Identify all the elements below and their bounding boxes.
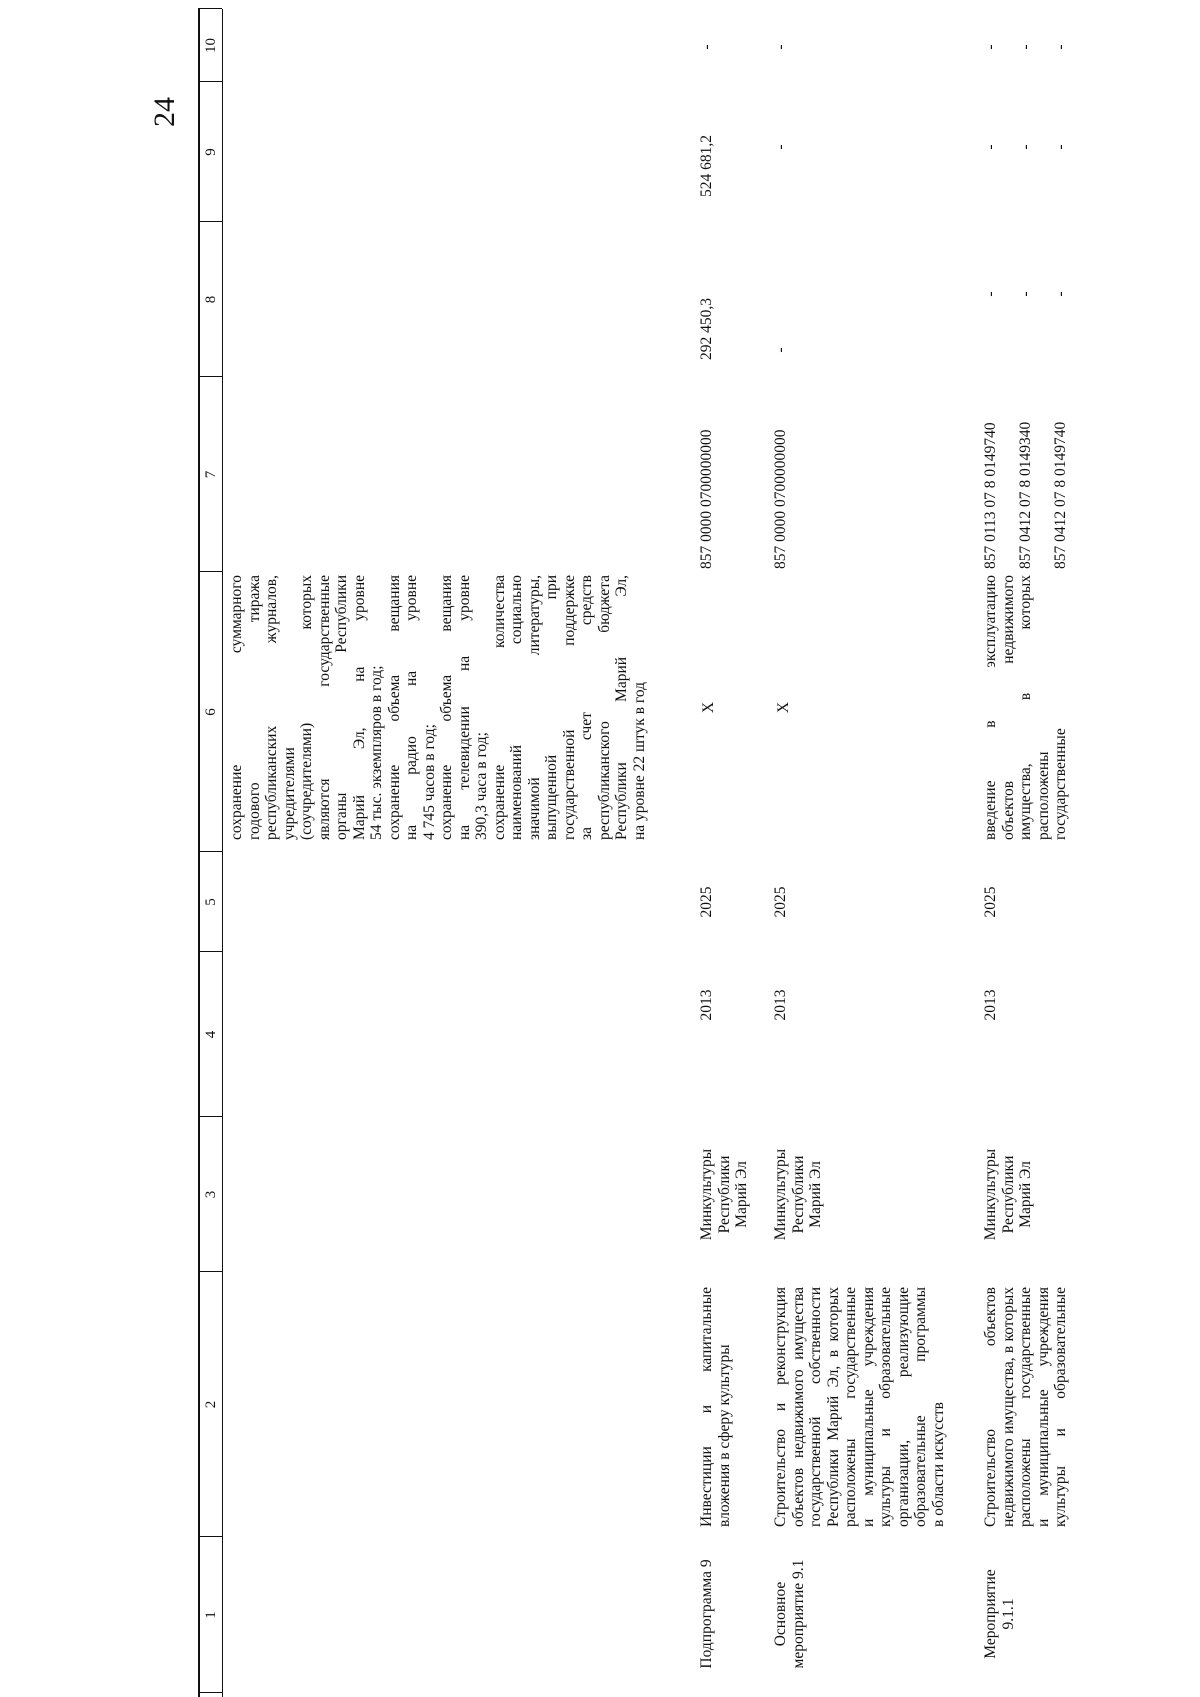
text-line: Республики (999, 1155, 1017, 1234)
column-number-10: 10 (203, 38, 219, 53)
text-line: 4 745 часов в год; (420, 724, 438, 840)
text-line: 857 0000 0700000000 (772, 429, 789, 569)
text-line: Подпрограмма 9 (698, 1559, 715, 1669)
text-line: расположены государственные (1017, 1287, 1034, 1527)
funding-value: - (1052, 291, 1069, 297)
text-line: Республики (789, 1155, 807, 1234)
text-line: объектов недвижимого (999, 575, 1017, 840)
column-number-3: 3 (203, 1190, 219, 1199)
text-line: Минкультуры (982, 1148, 999, 1241)
text-line: Строительство и реконструкция (772, 1287, 789, 1527)
text-line: на уровне 22 штук в год (630, 681, 648, 840)
text-line: Строительство объектов (982, 1287, 999, 1527)
text-line: на телевидении на уровне (455, 575, 473, 840)
text-line: мероприятие 9.1 (789, 1559, 807, 1669)
expected-result (982, 575, 1070, 840)
goal-indicators-text (228, 575, 648, 840)
responsible-executor (772, 1137, 825, 1252)
responsible-executor (982, 1137, 1035, 1252)
text-line: 9.1.1 (999, 1598, 1017, 1630)
text-line: и муниципальные учреждения (859, 1287, 877, 1527)
column-number-9: 9 (203, 148, 219, 156)
funding-value: - (698, 44, 715, 50)
text-line: объектов недвижимого имущества (789, 1287, 807, 1527)
text-line: государственной поддержке (560, 575, 578, 840)
funding-value: - (982, 291, 999, 297)
funding-value: - (982, 44, 999, 50)
text-line: Минкультуры (698, 1148, 715, 1241)
funding-value: - (1017, 144, 1034, 150)
column-number-8: 8 (203, 295, 219, 304)
column-number-6: 6 (203, 708, 219, 716)
text-line: являются государственные (315, 575, 333, 840)
text-line: республиканского бюджета (595, 575, 613, 840)
funding-value: 292 450,3 (698, 298, 715, 360)
text-line: органы Республики (333, 575, 350, 840)
funding-value: - (772, 44, 789, 50)
text-line: республиканских журналов, (263, 575, 280, 840)
column-number-2: 2 (203, 1400, 219, 1409)
text-line: выпущенной при (543, 575, 560, 840)
text-line: в области искусств (929, 1402, 947, 1527)
text-line: государственные (1052, 728, 1069, 840)
text-line: Марий Эл (733, 1161, 750, 1228)
text-line: Мероприятие (982, 1569, 999, 1659)
text-line: 54 тыс. экземпляров в год; (368, 665, 385, 840)
end-year: 2025 (982, 886, 999, 918)
start-year: 2013 (982, 989, 999, 1021)
text-line: Минкультуры (772, 1148, 789, 1241)
column-number-7: 7 (203, 470, 219, 479)
funding-values (982, 284, 1070, 304)
x-mark: X (775, 701, 792, 714)
text-line: учредителями (280, 747, 298, 840)
text-line: 857 0412 07 8 0149340 (1017, 421, 1034, 569)
text-line: сохранение объема вещания (438, 575, 455, 840)
text-line: 857 0412 07 8 0149740 (1052, 421, 1069, 569)
text-line: 390,3 часа в год; (473, 732, 490, 840)
text-line: недвижимого имущества, в которых (999, 1287, 1017, 1527)
text-line: вложения в сферу культуры (715, 1344, 733, 1527)
funding-value: - (1017, 291, 1034, 297)
text-line: наименований социально (508, 575, 525, 840)
budget-classification-code (982, 384, 1070, 569)
funding-values (982, 137, 1070, 157)
text-line: и муниципальные учреждения (1034, 1287, 1052, 1527)
page-number: 24 (148, 97, 181, 127)
text-line: значимой литературы, (525, 575, 543, 840)
expected-result (700, 575, 718, 840)
text-line: расположены (1034, 751, 1052, 840)
budget-classification-code (698, 384, 716, 569)
text-line: культуры и образовательные (877, 1287, 894, 1527)
text-line: 857 0000 0700000000 (698, 429, 715, 569)
end-year: 2025 (698, 886, 715, 918)
text-line: (соучредителями) которых (298, 575, 315, 840)
row-title (982, 1287, 1070, 1527)
funding-value: - (1052, 44, 1069, 50)
text-line: сохранение объема вещания (385, 575, 403, 840)
text-line: организации, реализующие (894, 1287, 912, 1527)
end-year: 2025 (772, 886, 789, 918)
text-line: введение в эксплуатацию (982, 575, 999, 840)
x-mark: X (700, 701, 717, 714)
text-line: сохранение суммарного (228, 575, 245, 840)
text-line: за счет средств (578, 575, 595, 840)
funding-value: - (1052, 144, 1069, 150)
funding-value: - (772, 347, 789, 353)
text-line: государственной собственности (807, 1287, 824, 1527)
funding-values (982, 17, 1070, 77)
header-bottom-line (222, 9, 223, 1697)
row-code (982, 1539, 1017, 1689)
budget-classification-code (772, 384, 790, 569)
column-number-5: 5 (203, 898, 219, 906)
text-line: Основное (772, 1581, 789, 1647)
column-number-4: 4 (203, 1030, 219, 1039)
column-number-1: 1 (203, 1611, 219, 1619)
text-line: 857 0113 07 8 0149740 (982, 422, 999, 569)
text-line: Марий Эл (807, 1161, 824, 1228)
start-year: 2013 (698, 989, 715, 1021)
row-code (772, 1539, 807, 1689)
funding-value: - (982, 144, 999, 150)
funding-value: - (1017, 44, 1034, 50)
text-line: расположены государственные (842, 1287, 859, 1527)
text-line: Марий Эл, на уровне (350, 575, 368, 840)
text-line: годового тиража (245, 575, 263, 840)
responsible-executor (698, 1137, 751, 1252)
funding-value: 524 681,2 (698, 135, 715, 197)
funding-value: - (772, 144, 789, 150)
text-line: Республики Марий Эл, (613, 575, 630, 840)
text-line: Марий Эл (1017, 1161, 1034, 1228)
expected-result (775, 575, 793, 840)
text-line: Республики (715, 1155, 733, 1234)
text-line: Республики Марий Эл, в которых (824, 1287, 842, 1527)
text-line: имущества, в которых (1017, 575, 1034, 840)
text-line: Инвестиции и капитальные (698, 1287, 715, 1527)
text-line: культуры и образовательные (1052, 1287, 1069, 1527)
row-title (772, 1287, 947, 1527)
text-line: сохранение количества (490, 575, 508, 840)
row-code (698, 1539, 716, 1689)
start-year: 2013 (772, 989, 789, 1021)
text-line: образовательные программы (912, 1287, 929, 1527)
row-title (698, 1287, 733, 1527)
text-line: на радио на уровне (403, 575, 420, 840)
